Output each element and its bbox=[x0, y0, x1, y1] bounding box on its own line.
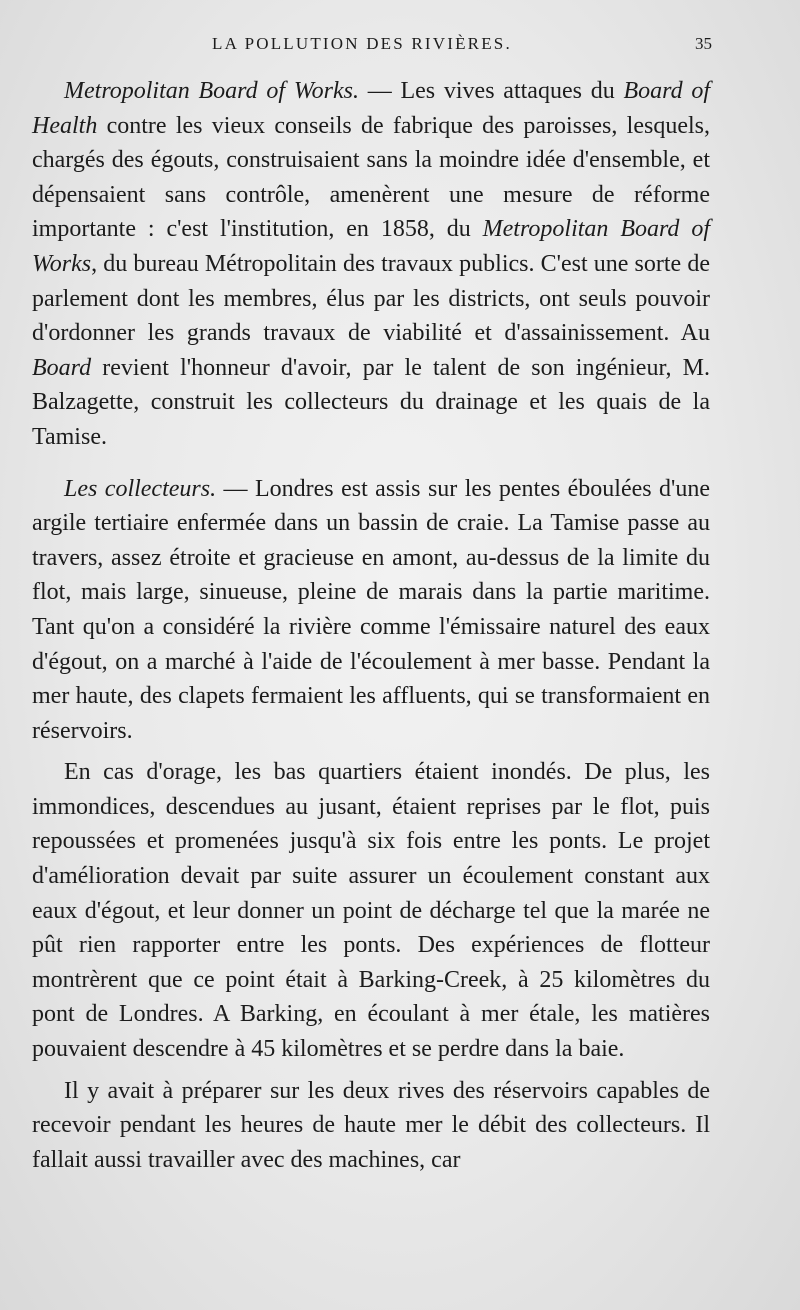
italic-term: Metropolitan Board of Works bbox=[32, 216, 711, 277]
paragraph-text: revient l'honneur d'avoir, par le talent de son ingénieur, M. Balzagette, construit les collecteurs du drainage et les quais de la Tamise. bbox=[32, 354, 710, 450]
paragraph-orage bbox=[32, 755, 710, 1066]
paragraph-text: Il y avait à préparer sur les deux rives des réservoirs capables de recevoir pendant les heures de haute mer le débit des collecteurs. Il fallait aussi travailler avec des machines, car bbox=[32, 1077, 710, 1173]
paragraph-metropolitan-board bbox=[32, 74, 710, 455]
page-number: 35 bbox=[695, 34, 712, 53]
italic-term: Board of Health bbox=[32, 78, 711, 139]
paragraph-text: — Londres est assis sur les pentes éboulées d'une argile tertiaire enfermée dans un bassin de craie. La Tamise passe au travers, assez étroite et gracieuse en amont, au-dessus de la limite du flot, mais large, sinueuse, pleine de marais dans la partie maritime. Tant qu'on a considéré la rivière comme l'émissaire naturel des eaux d'égout, on a marché à l'aide de l'écoulement à mer basse. Pendant la mer haute, des clapets fermaient les affluents, qui se transformaient en réservoirs. bbox=[32, 475, 711, 744]
paragraph-text: — Les vives attaques du bbox=[358, 78, 624, 104]
paragraph-text: , du bureau Métropolitain des travaux publics. C'est une sorte de parlement dont les membres, élus par les districts, ont seuls pouvoir d'ordonner les grands travaux de viabilité et d'assainissement. Au bbox=[32, 250, 710, 347]
page-header bbox=[32, 34, 712, 60]
italic-term: Board bbox=[32, 354, 92, 381]
section-heading-les-collecteurs: Les collecteurs. bbox=[64, 475, 217, 502]
paragraph-les-collecteurs bbox=[32, 472, 710, 749]
paragraph-text: En cas d'orage, les bas quartiers étaient inondés. De plus, les immondices, descendues au jusant, étaient reprises par le flot, puis repoussées et promenées jusqu'à six fois entre les ponts. Le projet d'amélioration devait par suite assurer un écoulement constant aux eaux d'égout, et leur donner un point de décharge tel que la marée ne pût rien rapporter entre les ponts. Des expériences de flotteur montrèrent que ce point était à Barking-Creek, à 25 kilomètres du pont de Londres. A Barking, en écoulant à mer étale, les matières pouvaient descendre à 45 kilomètres et se perdre dans la baie. bbox=[32, 759, 710, 1063]
paragraph-reservoirs bbox=[32, 1074, 710, 1178]
section-heading-metropolitan-board: Metropolitan Board of Works. bbox=[64, 78, 359, 104]
paragraph-text: contre les vieux conseils de fabrique des paroisses, lesquels, chargés des égouts, construisaient sans la moindre idée d'ensemble, et dépensaient sans contrôle, amenèrent une mesure de réforme importante : c'est l'institution, en 1858, du bbox=[32, 112, 710, 243]
body-text bbox=[32, 74, 710, 1177]
running-title: LA POLLUTION DES RIVIÈRES. bbox=[212, 34, 512, 53]
